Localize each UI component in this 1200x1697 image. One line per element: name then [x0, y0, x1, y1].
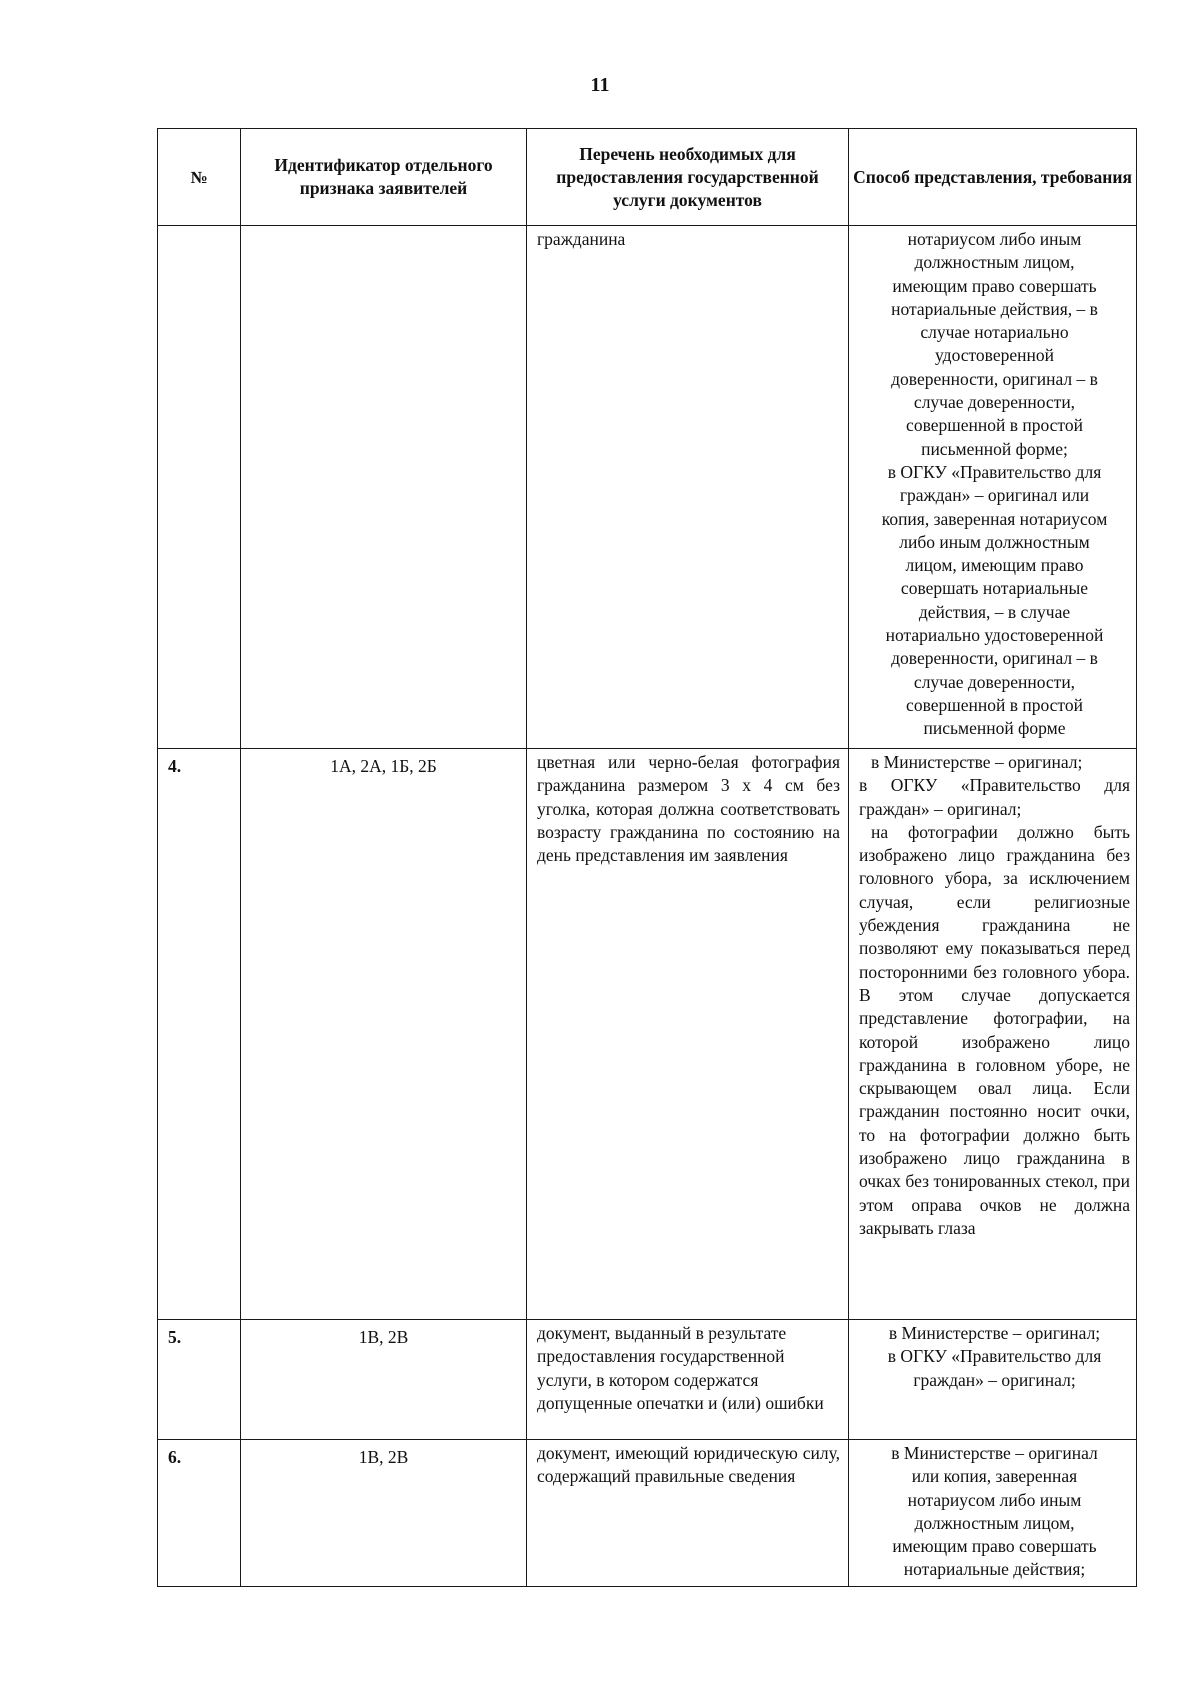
method-line: граждан» – оригинал; — [913, 1369, 1076, 1390]
table-row — [158, 226, 1137, 749]
method-line: случае доверенности, — [913, 671, 1076, 692]
method-line: имеющим право совершать — [892, 1536, 1097, 1557]
row-number: 4. — [158, 749, 241, 1320]
row-number: 5. — [158, 1320, 241, 1440]
method-line: в Министерстве – оригинал — [891, 1443, 1098, 1463]
header-documents: Перечень необходимых для предоставления государственной услуги документов — [527, 129, 849, 226]
method-line: в ОГКУ «Правительство для — [887, 461, 1102, 482]
method-line: должностным лицом, — [914, 252, 1075, 273]
method-paragraph: в ОГКУ «Правительство для граждан» – оригинал; — [859, 775, 1130, 819]
row-identifier — [241, 226, 527, 749]
method-line: лицом, имеющим право — [905, 555, 1084, 576]
method-line: случае доверенности, — [913, 392, 1076, 413]
method-line: в ОГКУ «Правительство для — [887, 1346, 1102, 1367]
row-documents: документ, имеющий юридическую силу, содержащий правильные сведения — [527, 1440, 849, 1587]
method-line: нотариусом либо иным — [907, 229, 1082, 249]
row-identifier: 1В, 2В — [241, 1320, 527, 1440]
row-number: 6. — [158, 1440, 241, 1587]
method-line: действия, – в случае — [918, 601, 1071, 622]
table-header-row — [158, 129, 1137, 226]
row-method — [849, 1320, 1137, 1440]
method-line: нотариальные действия; — [903, 1559, 1086, 1580]
row-documents: цветная или черно-белая фотография гражданина размером 3 х 4 см без уголка, которая должна соответствовать возрасту гражданина по состоянию на день представления им заявления — [527, 749, 849, 1320]
method-line: нотариальные действия, – в — [891, 298, 1098, 319]
method-line: копия, заверенная нотариусом — [881, 508, 1108, 529]
method-line: или копия, заверенная — [911, 1466, 1078, 1487]
method-line: граждан» – оригинал или — [899, 485, 1090, 506]
row-method — [849, 749, 1137, 1320]
method-line: совершенной в простой — [906, 694, 1083, 715]
documents-table — [157, 128, 1137, 1587]
table-row — [158, 749, 1137, 1320]
header-num: № — [158, 129, 241, 226]
row-method — [849, 226, 1137, 749]
method-line: письменной форме — [923, 718, 1066, 739]
method-line: удостоверенной — [935, 345, 1054, 366]
table-row — [158, 1440, 1137, 1587]
row-documents: документ, выданный в результате предоставления государственной услуги, в котором содержатся допущенные опечатки и (или) ошибки — [527, 1320, 849, 1440]
row-identifier: 1В, 2В — [241, 1440, 527, 1587]
method-line: доверенности, оригинал – в — [891, 368, 1098, 389]
method-line: в Министерстве – оригинал; — [888, 1323, 1101, 1343]
row-identifier: 1А, 2А, 1Б, 2Б — [241, 749, 527, 1320]
method-paragraph: на фотографии должно быть изображено лицо гражданина без головного убора, за исключением случая, если религиозные убеждения гражданина не позволяют ему показываться перед посторонними без головного убора. В этом случае допускается представление фотографии, на которой изображено лицо гражданина в головном уборе, не скрывающем овал лица. Если гражданин постоянно носит очки, то на фотографии должно быть изображено лицо гражданина в очках без тонированных стекол, при этом оправа очков не должна закрывать глаза — [859, 821, 1130, 1238]
table-row — [158, 1320, 1137, 1440]
method-line: письменной форме; — [921, 438, 1068, 459]
header-method: Способ представления, требования — [849, 129, 1137, 226]
method-paragraph: в Министерстве – оригинал; — [871, 752, 1083, 772]
row-method — [849, 1440, 1137, 1587]
method-line: нотариусом либо иным — [907, 1489, 1082, 1510]
page-number: 11 — [590, 74, 610, 96]
method-line: совершенной в простой — [906, 415, 1083, 436]
method-line: имеющим право совершать — [892, 275, 1097, 296]
method-line: случае нотариально — [920, 322, 1069, 343]
method-line: доверенности, оригинал – в — [891, 648, 1098, 669]
method-line: либо иным должностным — [899, 531, 1090, 552]
row-number — [158, 226, 241, 749]
method-line: должностным лицом, — [914, 1512, 1075, 1533]
method-line: совершать нотариальные — [900, 578, 1089, 599]
row-documents: гражданина — [527, 226, 849, 749]
header-identifier: Идентификатор отдельного признака заявителей — [241, 129, 527, 226]
method-line: нотариально удостоверенной — [885, 625, 1104, 646]
